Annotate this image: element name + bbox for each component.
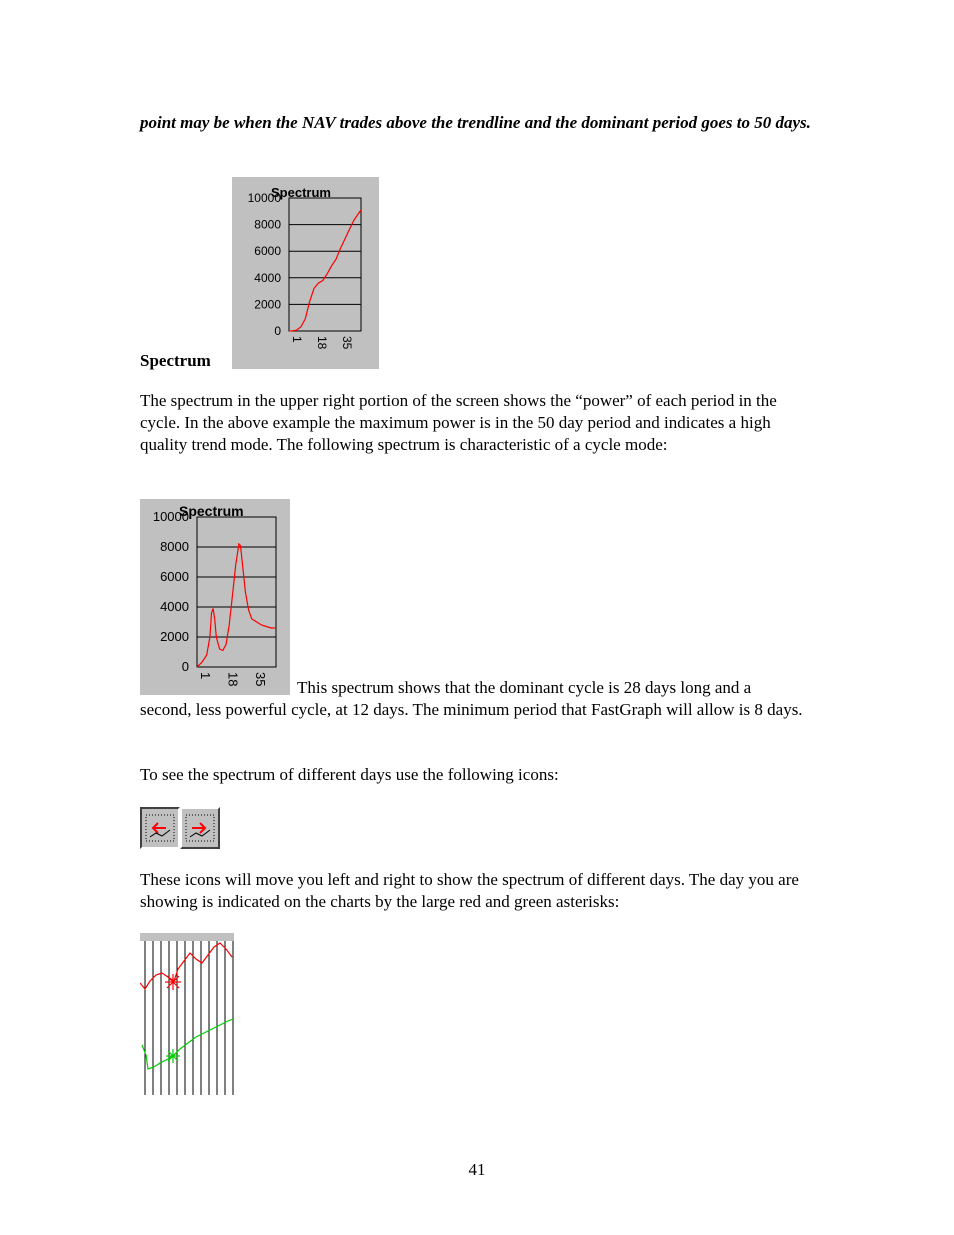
y-tick-label: 10000 xyxy=(247,191,281,205)
y-tick-label: 4000 xyxy=(160,599,189,614)
y-tick-label: 0 xyxy=(274,324,281,338)
paragraph-dominant-cycle: second, less powerful cycle, at 12 days. The minimum period that FastGraph will allow is 8 days. xyxy=(140,700,803,719)
paragraph-asterisks: These icons will move you left and right to show the spectrum of different days. The day you are showing is indicated on the charts by the large red and green asterisks: xyxy=(140,870,799,911)
y-tick-label: 8000 xyxy=(254,217,281,232)
x-tick-label: 18 xyxy=(225,672,241,687)
previous-day-button[interactable] xyxy=(140,807,180,849)
x-tick-label: 1 xyxy=(290,336,304,343)
next-day-button[interactable] xyxy=(180,807,220,849)
x-tick-label: 1 xyxy=(198,672,213,680)
y-tick-label: 4000 xyxy=(254,270,281,285)
y-tick-label: 8000 xyxy=(160,539,189,554)
asterisk-chart-gridlines xyxy=(145,941,233,1095)
y-tick-label: 2000 xyxy=(254,297,281,312)
paragraph-spectrum-power: The spectrum in the upper right portion of the screen shows the “power” of each period in the cycle. In the above example the maximum power is in the 50 day period and indicates a high quality trend mode. The following spectrum is characteristic of a cycle mode: xyxy=(140,391,777,454)
y-tick-label: 0 xyxy=(181,659,189,674)
paragraph-dominant-cycle-first-line: This spectrum shows that the dominant cycle is 28 days long and a xyxy=(297,678,752,697)
y-tick-label: 2000 xyxy=(160,629,189,644)
chart-title: Spectrum xyxy=(179,503,244,519)
spectrum-chart-cycle xyxy=(140,499,290,695)
y-tick-label: 10000 xyxy=(152,509,189,524)
green-indicator-line xyxy=(142,1019,233,1069)
spectrum-navigation-icons xyxy=(140,807,220,849)
paragraph-icons-intro: To see the spectrum of different days use the following icons: xyxy=(140,765,559,784)
y-tick-label: 6000 xyxy=(254,244,281,259)
asterisk-chart xyxy=(140,933,234,1095)
right-arrow-icon xyxy=(182,809,218,847)
x-tick-label: 18 xyxy=(314,336,329,350)
chart-title: Spectrum xyxy=(271,185,331,200)
page-number: 41 xyxy=(468,1160,486,1179)
spectrum-chart-trend xyxy=(232,177,379,369)
x-tick-label: 35 xyxy=(252,672,268,687)
y-tick-label: 6000 xyxy=(160,569,189,584)
spectrum-label: Spectrum xyxy=(140,351,211,370)
x-tick-label: 35 xyxy=(339,336,354,350)
left-arrow-icon xyxy=(142,809,178,847)
asterisk-chart-header xyxy=(140,933,234,941)
chart-background xyxy=(140,499,290,695)
red-price-line xyxy=(140,943,232,989)
spectrum-chart-svg xyxy=(232,177,379,369)
intro-text: point may be when the NAV trades above the trendline and the dominant period goes to 50 days. xyxy=(140,113,811,132)
green-asterisk xyxy=(166,1049,180,1063)
red-asterisk xyxy=(165,974,181,990)
spectrum-chart-svg xyxy=(140,499,290,695)
